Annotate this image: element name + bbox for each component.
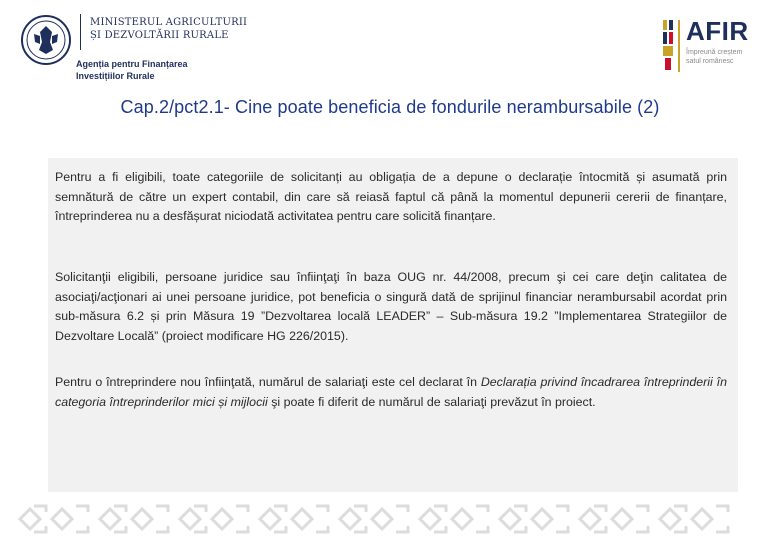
romania-coat-of-arms-icon	[20, 14, 72, 66]
paragraph-eligibility-declaration: Pentru a fi eligibili, toate categoriile de solicitanți au obligația de a depune o declarație întocmită și asumată prin semnătură de către un expert contabil, din care să reiasă faptul că până la momentul depunerii cererii de finanțare, întreprinderea nu a desfășurat niciodată activitatea pentru care solicită finanțare.	[55, 170, 727, 223]
ministry-divider	[80, 14, 81, 50]
ministry-header	[14, 12, 274, 88]
afir-logo	[660, 12, 770, 82]
ministry-name	[90, 16, 280, 42]
slide-title: Cap.2/pct2.1- Cine poate beneficia de fondurile nerambursabile (2)	[120, 97, 660, 117]
afir-tagline-line-2: satul românesc	[686, 58, 734, 65]
paragraph-new-enterprise-part-1: Pentru o întreprindere nou înfiinţată, numărul de salariaţi este cel declarat în	[55, 375, 481, 389]
afir-divider	[678, 20, 680, 72]
traditional-pattern-border	[0, 498, 780, 540]
paragraph-new-enterprise-part-3: şi poate fi diferit de numărul de salariaţi prevăzut în proiect.	[267, 394, 596, 409]
paragraph-new-enterprise-italic: Declarația privind încadrarea întreprinderii în categoria întreprinderilor mici și mijlocii	[55, 375, 727, 409]
afir-tagline-line-1: Împreună creștem	[686, 49, 743, 56]
ministry-line-1: MINISTERUL AGRICULTURII	[90, 17, 248, 28]
agency-name	[76, 58, 276, 82]
afir-tagline	[686, 48, 766, 66]
content-panel	[48, 158, 738, 492]
ministry-line-2: ȘI DEZVOLTĂRII RURALE	[90, 30, 229, 41]
afir-logo-icon	[660, 18, 678, 74]
agency-line-1: Agenția pentru Finanțarea	[76, 59, 188, 69]
paragraph-eligible-applicants: Solicitanţii eligibili, persoane juridice sau înfiinţaţi în baza OUG nr. 44/2008, precum şi cei care deţin calitatea de asociaţi/acţionari ai unei persoane juridice, pot beneficia o singură dată de sprijinul financiar nerambursabil acordat prin sub-măsura 6.2 și prin Măsura 19 ”Dezvoltarea locală LEADER” – Sub-măsura 19.2 ”Implementarea Strategiilor de Dezvoltare Locală” (proiect modificare HG 226/2015).	[55, 270, 727, 343]
afir-wordmark: AFIR	[686, 16, 749, 46]
paragraph-new-enterprise	[55, 373, 727, 412]
agency-line-2: Investițiilor Rurale	[76, 71, 155, 81]
